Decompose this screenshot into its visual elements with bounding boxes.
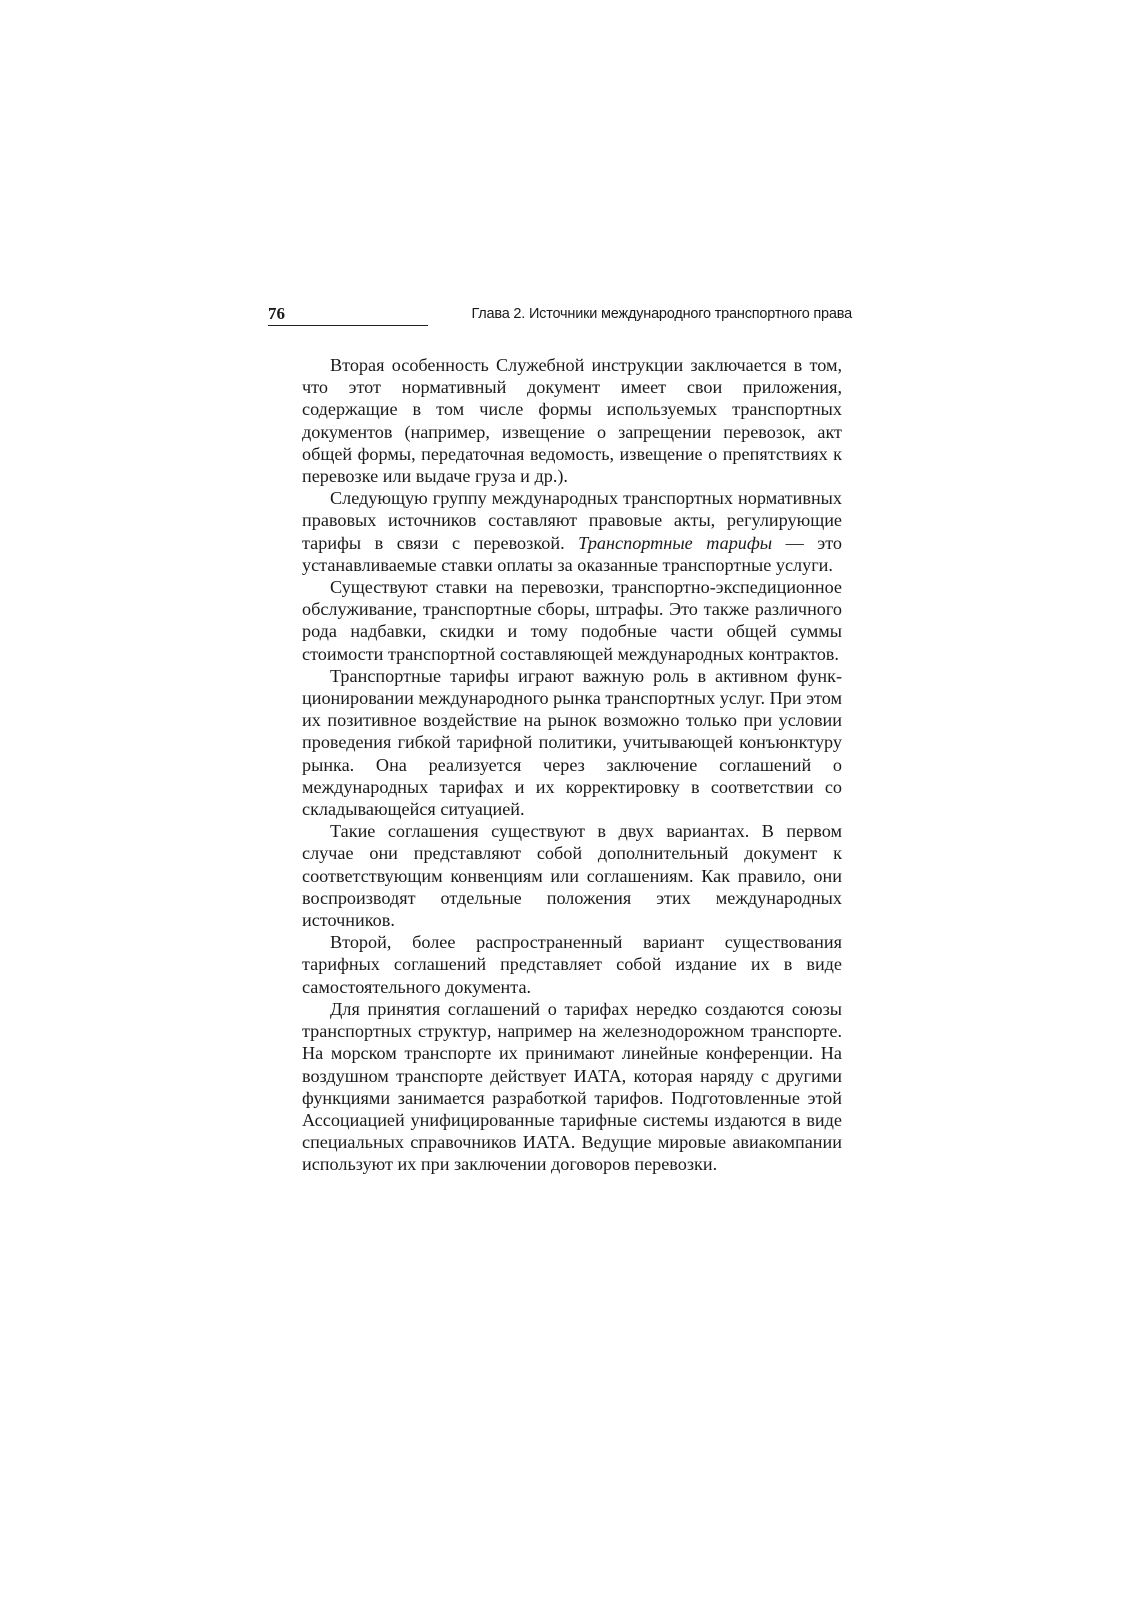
term-transport-tariffs: Транспортные тарифы — [578, 532, 773, 553]
chapter-title: Глава 2. Источники международного транспортного права — [471, 306, 852, 322]
paragraph-1: Вторая особенность Служебной инструкции заключается в том, что этот нормативный документ имеет свои приложения, содержащие в том числе формы используемых транспортных документов (например, извещение о запрещении перевозок, акт общей формы, передаточная ведомость, извещение о препятствиях к перевозке или выдаче груза и др.). — [302, 355, 842, 487]
paragraph-6: Второй, более распространенный вариант существования тарифных соглашений представляет собой издание их в виде самостоятельного документа. — [302, 932, 842, 997]
page-number: 76 — [268, 304, 285, 323]
running-head — [268, 304, 852, 326]
paragraph-2-definition: — это устанавливаемые ставки оплаты за оказанные транспортные услуги. — [302, 532, 843, 575]
paragraph-3: Существуют ставки на перевозки, транспортно-экспедиционное обслуживание, транспортные сборы, штрафы. Это также различного рода надбавки, скидки и тому подобные части общей суммы стоимости транспортной составляющей международных контрактов. — [302, 577, 842, 664]
body-text — [302, 354, 842, 1176]
paragraph-2 — [302, 487, 842, 576]
paragraph-4: Транспортные тарифы играют важную роль в активном функционировании международного рынка транспортных услуг. При этом их позитивное воздействие на рынок возможно только при условии проведения гибкой тарифной политики, учитывающей конъюнктуру рынка. Она реализуется через заключение соглашений о международных тарифах и их корректировку в соответствии со складывающейся ситуацией. — [302, 665, 842, 820]
paragraph-2-lead: Следующую группу международных транспортных нормативных правовых источников составляют правовые акты, регулирующие тарифы в связи с перевозкой. — [302, 488, 842, 553]
header-rule — [268, 325, 428, 326]
paragraph-7: Для принятия соглашений о тарифах нередко создаются союзы транспортных структур, например на железнодорожном транспорте. На морском транспорте их принимают линейные конференции. На воздушном транспорте действует ИАТА, которая наряду с другими функциями занимается разработкой тарифов. Подготовленные этой Ассоциацией унифицированные тарифные системы издаются в виде специальных справочников ИАТА. Ведущие мировые авиакомпании используют их при заключении договоров перевозки. — [302, 998, 842, 1175]
paragraph-5: Такие соглашения существуют в двух вариантах. В первом случае они представляют собой дополнительный документ к соответствующим конвенциям или соглашениям. Как правило, они воспроизводят отдельные положения этих международных источников. — [302, 821, 842, 931]
